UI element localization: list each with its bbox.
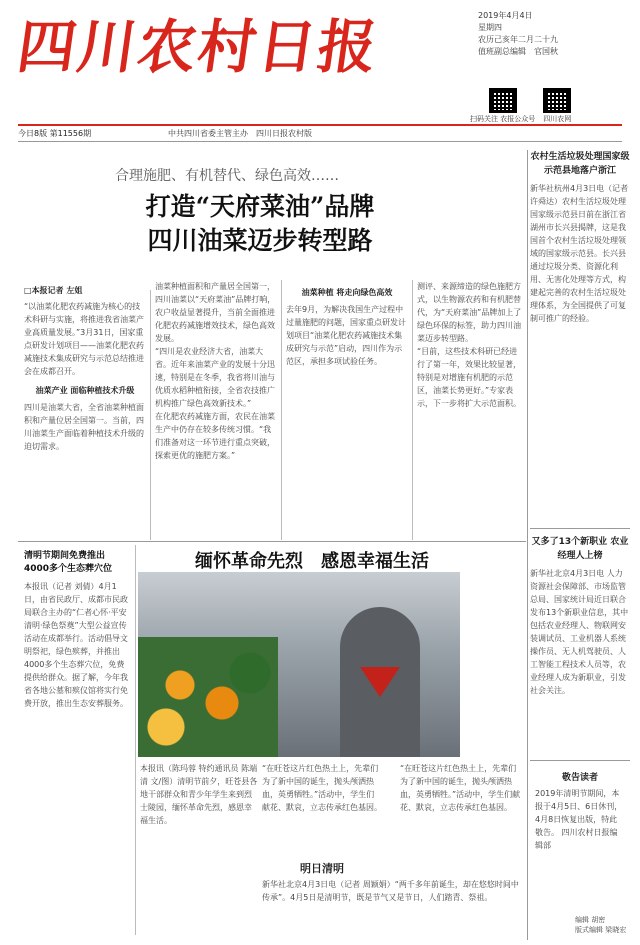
feature-left-column: 清明节期间免费推出 4000多个生态葬穴位 本报讯（记者 刘倩）4月1日，由省民政厅、成都市民政局联合主办的“仁者心怀·平安清明·绿色祭奠”大型公益宣传活动在成都举行。活动倡导文明祭祀，绿色殡葬，并推出4000多个生态葬穴位，免费提供给群众。据了解，今年我省各地公墓和殡仪馆将实行免费开放，推出生态安葬服务。	[24, 550, 132, 935]
weekday: 星期四	[478, 23, 502, 32]
lunar-date: 农历己亥年二月二十九	[478, 35, 558, 44]
divider	[135, 545, 136, 935]
masthead	[0, 0, 640, 123]
edition-bar	[18, 124, 622, 142]
section-title: 油菜产业 面临种植技术升级	[35, 386, 135, 395]
right-article-body: 新华社北京4月3日电 人力资源社会保障部、市场监管总局、国家统计局近日联合发布13个新职业信息，其中包括农业经理人、物联网安装调试员、工业机器人系统操作员、无人机驾驶员、人工智能工程技术人员等，农业经理人成为新职业，引发社会关注。	[530, 569, 629, 695]
right-article-title[interactable]: 农村生活垃圾处理国家级示范县地落户浙江	[530, 152, 630, 176]
feature-left-title[interactable]: 清明节期间免费推出 4000多个生态葬穴位	[24, 551, 113, 574]
lead-column-1: “以油菜化肥农药减施为核心的技术科研与实施，将推进我省油菜产业高质量发展。”3月31日，国家重点研发计划项目——油菜化肥农药减施技术集成研究与示范总结推进会在成都召开。 油菜产业 面临种植技术升级 四川是油菜大省，全省油菜种植面积和产量位居全国第一。当前，四川油菜生产面临着种植技术升级的迫切需求。	[24, 302, 144, 451]
divider	[530, 528, 630, 529]
qr-label-web: 四川农网	[543, 115, 572, 123]
qingming-title[interactable]: 明日清明	[300, 862, 344, 875]
reader-notice	[535, 770, 625, 917]
right-article-body: 新华社杭州4月3日电（记者 许舜达）农村生活垃圾处理国家级示范县日前在浙江省湖州市长兴县揭牌，这是我国首个农村生活垃圾处理领域的国家级示范县。长兴县通过垃圾分类、资源化利用、无害化处理等方式，构建起完善的农村生活垃圾处理体系，为全国提供了可复制可推广的经验。	[530, 184, 629, 323]
right-article-title[interactable]: 又多了13个新职业 农业经理人上榜	[531, 537, 629, 561]
qingming-body: 新华社北京4月3日电（记者 周颖娟）“两千多年前诞生，却在悠悠时间中传承”。4月5日是清明节，既是节气又是节日，人们踏青、祭祖。	[262, 880, 519, 902]
editor-on-duty: 值班副总编辑 官国秋	[478, 47, 558, 56]
date-info	[478, 10, 564, 58]
editor-credits: 编辑 胡密 版式编辑 梁晓宏	[575, 916, 627, 934]
lead-headline[interactable]: 打造“天府菜油”品牌 四川油菜迈步转型路	[145, 192, 375, 255]
divider	[150, 290, 151, 540]
qr-codes	[470, 88, 630, 124]
newspaper-logo: 四川农村日报	[13, 13, 383, 81]
feature-caption: 本报讯（陈玛蓉 特约通讯员 陈端清 文/图）清明节前夕，旺苍县各地干部群众和青少年学生来到烈士陵园，缅怀革命先烈，感恩幸福生活。	[140, 764, 258, 825]
feature-middle-body: “在旺苍这片红色热土上，先辈们为了新中国的诞生，抛头颅洒热血，英勇牺牲。”活动中，学生们献花、默哀，立志传承红色基因。	[262, 764, 382, 812]
sponsor-line: 中共四川省委主管主办 四川日报农村版	[168, 129, 312, 138]
issue-number: 今日8版 第11556期	[18, 129, 92, 138]
divider	[412, 280, 413, 540]
notice-title: 敬告读者	[561, 773, 598, 783]
feature-title[interactable]: 缅怀革命先烈 感恩幸福生活	[195, 551, 429, 572]
section-title: 油菜种植 将走向绿色高效	[301, 288, 393, 297]
divider	[530, 760, 630, 761]
feature-photo	[138, 572, 460, 757]
qr-code-icon[interactable]	[489, 88, 517, 113]
feature-right-body: “在旺苍这片红色热土上，先辈们为了新中国的诞生，抛头颅洒热血，英勇牺牲。”活动中，学生们献花、默哀，立志传承红色基因。	[400, 764, 521, 812]
date: 2019年4月4日	[478, 11, 533, 20]
qr-code-icon[interactable]	[543, 88, 571, 113]
right-article-mid	[530, 535, 630, 777]
lead-byline: □本报记者 左姐	[24, 286, 83, 295]
right-article-top	[530, 150, 630, 492]
lead-column-2: 油菜种植面积和产量居全国第一，四川油菜以“天府菜油”品牌打响，农户收益显著提升，当前全面推进化肥农药减施增效技术，绿色高效发展。 “四川是农业经济大省，油菜大省。近年来油菜产业的发展十分迅速，特别是在冬季，我省将川油与优质水稻种植衔接，全省农技推广机构推广绿色高效新技术。” 在化肥农药减施方面，农民在油菜生产中仍存在较多传统习惯。“我们准备对这一环节进行重点突破，探索更优的施肥方案。”	[155, 282, 276, 460]
notice-body: 2019年清明节期间，本报于4月5日、6日休刊，4月8日恢复出版，特此敬告。 四川农村日报编辑部	[535, 789, 623, 850]
flower-wreath-image	[138, 637, 278, 757]
qr-label-wechat: 扫码关注 农报公众号	[470, 115, 536, 123]
lead-column-3: 油菜种植 将走向绿色高效 去年9月，为解决我国生产过程中过量施肥的问题，国家重点研发计划项目“油菜化肥农药减施技术集成研究与示范”启动，四川作为示范区，承担多项试验任务。	[286, 288, 406, 366]
divider	[527, 150, 528, 940]
lead-column-4: 测评、来源缔造的绿色施肥方式，以生物源农药和有机肥替代，为“天府菜油”品牌加上了绿色环保的标签，助力四川油菜迈步转型路。 “目前，这些技术科研已经进行了第一年，效果比较显著，特别是对增施有机肥的示范区，油菜长势更好。”专家表示，下一步将扩大示范面积。	[417, 282, 522, 408]
lead-subhead: 合理施肥、有机替代、绿色高效……	[115, 168, 339, 184]
divider	[281, 280, 282, 540]
divider	[18, 541, 526, 542]
